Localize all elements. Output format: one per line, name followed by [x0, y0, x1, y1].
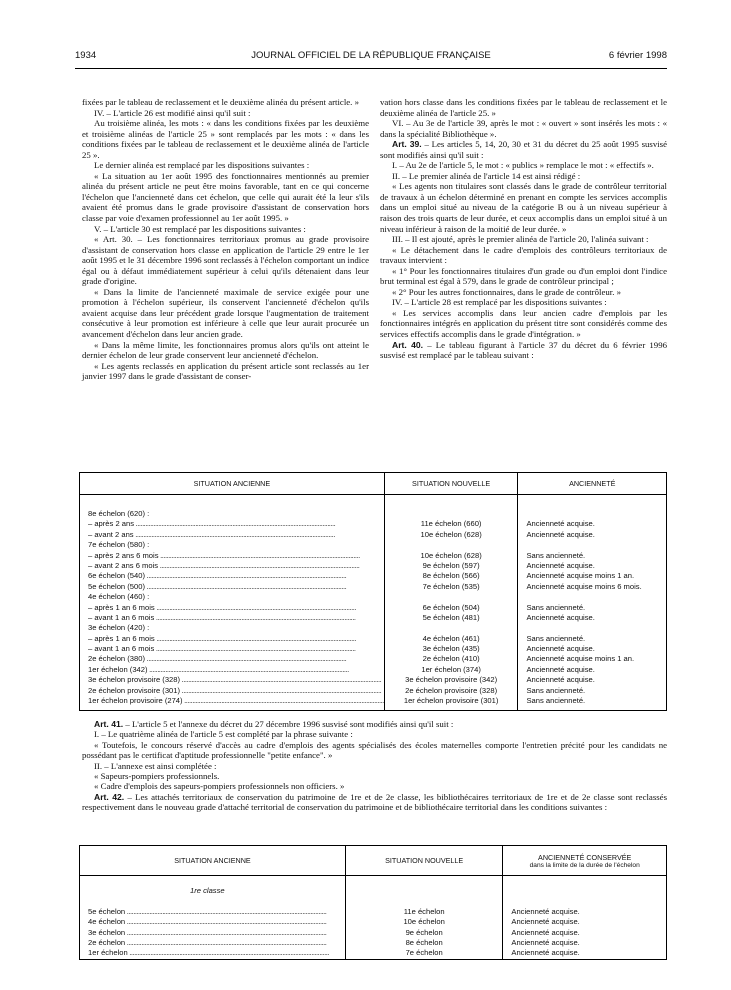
- new-situation: 4e échelon (461): [422, 633, 480, 643]
- article-paragraph: Art. 41. – L'article 5 et l'annexe du décret du 27 décembre 1996 susvisé sont modifiés ainsi qu'il suit :: [94, 719, 454, 729]
- old-situation: 6e échelon (540) .....: [80, 571, 384, 581]
- seniority: Ancienneté acquise.: [526, 644, 595, 654]
- right-column: [380, 97, 667, 361]
- paragraph: vation hors classe dans les conditions fixées par le tableau de reclassement et le deuxième alinéa de l'article 25. »: [380, 97, 667, 118]
- seniority: Sans ancienneté.: [526, 602, 586, 612]
- paragraph: « 1° Pour les fonctionnaires titulaires d'un grade ou d'un emploi dont l'indice brut terminal est égal à 579, dans le grade de contrôleur principal ;: [380, 265, 667, 287]
- paragraph: I. – Le quatrième alinéa de l'article 5 est complété par la phrase suivante :: [94, 729, 353, 740]
- paragraph: « Les agents non titulaires sont classés dans le grade de contrôleur territorial de travaux à un échelon déterminé en prenant en compte les services accomplis dans un emploi situé au niveau de la catégorie B ou à un niveau supérieur à raison des trois quarts de leur durée, et ceux accomplis dans un emploi situé à un niveau inférieur à raison de la moitié de leur durée. »: [380, 181, 667, 234]
- new-situation: [385, 623, 518, 633]
- paragraph: I. – Au 2e de l'article 5, le mot : « publics » remplace le mot : « effectifs ».: [392, 160, 654, 171]
- article-number: Art. 42.: [94, 791, 125, 802]
- column-header: SITUATION ANCIENNE: [80, 473, 385, 495]
- new-situation: 2e échelon provisoire (328): [405, 685, 498, 695]
- seniority: Ancienneté acquise.: [526, 560, 595, 570]
- paragraph: « Dans la limite de l'ancienneté maximale de service exigée pour une promotion à l'échelon supérieur, ils conservent l'ancienneté d'échelon qu'ils avaient acquise dans leur précédent grade lorsque l'augmentation de traitement consécutive à leur promotion est inférieure à celle que leur aurait procurée un avancement d'échelon dans leur ancien grade.: [82, 286, 369, 340]
- old-situation: 1er échelon .....: [80, 948, 345, 958]
- header-rule: [75, 68, 667, 69]
- paragraph: Au troisième alinéa, les mots : « dans les conditions fixées par les deuxième et troisième alinéas de l'article 25 » sont remplacés par les mots : « dans les conditions fixées par le tableau de reclassement et le deuxième alinéa de l'article 25 ».: [82, 118, 369, 160]
- seniority: Sans ancienneté.: [526, 633, 586, 643]
- paragraph: IV. – L'article 28 est remplacé par les dispositions suivantes :: [392, 297, 607, 308]
- old-situation: – après 2 ans .....: [80, 519, 384, 529]
- seniority: Sans ancienneté.: [526, 550, 586, 560]
- new-situation: 9e échelon: [405, 927, 443, 937]
- new-situation: 2e échelon (410): [422, 654, 480, 664]
- old-situation: 7e échelon (580) :: [88, 540, 150, 550]
- issue-date: 6 février 1998: [608, 50, 667, 61]
- column-header: [503, 846, 667, 876]
- paragraph: II. – L'annexe est ainsi complétée :: [94, 760, 217, 771]
- seniority: Ancienneté acquise.: [526, 675, 595, 685]
- bottom-text: [82, 719, 667, 813]
- new-situation-cell: [345, 876, 502, 960]
- new-situation: [385, 540, 518, 550]
- old-situation: – après 1 an 6 mois .....: [80, 603, 384, 613]
- paragraph: « Les agents reclassés en application du présent article sont reclassés au 1er janvier 1997 dans le grade d'assistant de conser-: [82, 360, 369, 382]
- article-number: Art. 41.: [94, 719, 124, 729]
- column-header: SITUATION ANCIENNE: [80, 846, 346, 876]
- old-situation: 4e échelon (460) :: [88, 592, 150, 602]
- paragraph: Le dernier alinéa est remplacé par les dispositions suivantes :: [94, 160, 310, 171]
- new-situation: 11e échelon: [403, 906, 445, 916]
- seniority: [518, 540, 666, 550]
- seniority: Ancienneté acquise moins 1 an.: [526, 654, 635, 664]
- new-situation: 1er échelon provisoire (301): [403, 696, 499, 706]
- paragraph: « Le détachement dans le cadre d'emplois des contrôleurs territoriaux de travaux intervient :: [380, 244, 667, 266]
- left-column: [82, 97, 369, 382]
- seniority: Ancienneté acquise moins 6 mois.: [526, 581, 642, 591]
- new-situation: 1er échelon (374): [421, 664, 481, 674]
- new-situation: 10e échelon (628): [420, 550, 482, 560]
- article-paragraph: Art. 39. – Les articles 5, 14, 20, 30 et 31 du décret du 25 août 1995 susvisé sont modifiés ainsi qu'il suit :: [380, 139, 667, 160]
- seniority: [518, 623, 666, 633]
- new-situation: 5e échelon (481): [422, 612, 480, 622]
- seniority: Sans ancienneté.: [526, 685, 586, 695]
- new-situation: 7e échelon: [405, 948, 443, 958]
- table-reclassement-attaches: [79, 845, 667, 960]
- paragraph: fixées par le tableau de reclassement et le deuxième alinéa du présent article. »: [82, 97, 359, 107]
- column-header: SITUATION NOUVELLE: [384, 473, 518, 495]
- page-number: 1934: [75, 50, 97, 61]
- new-situation: [385, 592, 518, 602]
- new-situation: 10e échelon (628): [420, 529, 482, 539]
- paragraph: « Sapeurs-pompiers professionnels.: [94, 771, 220, 782]
- new-situation: 8e échelon (566): [422, 571, 480, 581]
- column-header: SITUATION NOUVELLE: [345, 846, 502, 876]
- new-situation: 3e échelon (435): [422, 644, 480, 654]
- seniority: Ancienneté acquise.: [526, 612, 595, 622]
- column-header: ANCIENNETÉ: [518, 473, 667, 495]
- old-situation: – avant 1 an 6 mois .....: [80, 613, 384, 623]
- old-situation: 3e échelon .....: [80, 928, 345, 938]
- paragraph: IV. – L'article 26 est modifié ainsi qu'il suit :: [94, 107, 251, 118]
- seniority: Ancienneté acquise.: [511, 948, 580, 958]
- seniority: Ancienneté acquise.: [526, 529, 595, 539]
- seniority: Ancienneté acquise.: [511, 917, 580, 927]
- column-header-title: ANCIENNETÉ CONSERVÉE: [538, 852, 632, 862]
- article-number: Art. 39.: [392, 139, 422, 150]
- old-situation: 2e échelon (380) .....: [80, 654, 384, 664]
- column-header-subtitle: dans la limite de la durée de l'échelon: [529, 861, 640, 869]
- paragraph: « Toutefois, le concours réservé d'accès au cadre d'emplois des agents spécialisés des écoles maternelles comporte l'entretien précité pour les candidats ne possédant pas le certificat d'aptitude professionnelle "petite enfance". »: [82, 739, 667, 761]
- seniority: Ancienneté acquise.: [511, 937, 580, 947]
- article-number: Art. 40.: [392, 339, 424, 350]
- old-situation: 5e échelon (500) .....: [80, 582, 384, 592]
- old-situation: 2e échelon provisoire (301) .....: [80, 686, 384, 696]
- old-situation: 2e échelon .....: [80, 938, 345, 948]
- new-situation: 9e échelon (597): [422, 560, 480, 570]
- old-situation: – avant 2 ans 6 mois .....: [80, 561, 384, 571]
- paragraph: « Les services accomplis dans leur ancien cadre d'emplois par les fonctionnaires intégrés en application du présent titre sont considérés comme des services effectifs accomplis dans le grade d'intégration. »: [380, 307, 667, 340]
- page-header: [75, 50, 667, 66]
- paragraph: VI. – Au 3e de l'article 39, après le mot : « ouvert » sont insérés les mots : « dans la spécialité Bibliothèque ».: [380, 118, 667, 139]
- old-situation: 4e échelon .....: [80, 917, 345, 927]
- old-situation: 3e échelon (420) :: [88, 623, 150, 633]
- seniority: [518, 592, 666, 602]
- seniority: Ancienneté acquise.: [511, 927, 580, 937]
- paragraph: III. – Il est ajouté, après le premier alinéa de l'article 20, l'alinéa suivant :: [392, 234, 649, 245]
- article-paragraph: Art. 42. – Les attachés territoriaux de conservation du patrimoine de 1re et de 2e classe, les bibliothécaires territoriaux de 1re et de 2e classe sont reclassés respectivement dans le nouveau grade d'attaché territorial de conservation du patrimoine et de bibliothécaire territorial dans les conditions suivantes :: [82, 791, 668, 813]
- paragraph: « 2° Pour les autres fonctionnaires, dans le grade de contrôleur. »: [392, 286, 621, 297]
- new-situation: [385, 509, 518, 519]
- seniority: [518, 509, 666, 519]
- paragraph: « Cadre d'emplois des sapeurs-pompiers professionnels non officiers. »: [94, 781, 345, 792]
- new-situation: 7e échelon (535): [422, 581, 480, 591]
- journal-title: JOURNAL OFFICIEL DE LA RÉPUBLIQUE FRANÇAISE: [251, 50, 491, 61]
- old-situation-cell: [80, 876, 346, 960]
- old-situation: 1er échelon (342) .....: [80, 665, 384, 675]
- old-situation: – après 1 an 6 mois .....: [80, 634, 384, 644]
- paragraph: « Dans la même limite, les fonctionnaires promus alors qu'ils ont atteint le dernier échelon de leur grade conservent leur ancienneté d'échelon.: [82, 339, 369, 361]
- new-situation: 10e échelon: [403, 917, 445, 927]
- section-label: 1re classe: [190, 886, 225, 895]
- seniority-cell: [518, 495, 667, 711]
- seniority: Ancienneté acquise moins 1 an.: [526, 571, 635, 581]
- article-paragraph: Art. 40. – Le tableau figurant à l'article 37 du décret du 6 février 1996 susvisé est remplacé par le tableau suivant :: [380, 339, 667, 361]
- old-situation: – après 2 ans 6 mois .....: [80, 551, 384, 561]
- new-situation: 8e échelon: [405, 937, 443, 947]
- paragraph: « Art. 30. – Les fonctionnaires territoriaux promus au grade provisoire d'assistant de conservation hors classe en application de l'article 29 entre le 1er août 1995 et le 31 décembre 1996 sont reclassés à l'échelon comportant un indice égal ou à défaut immédiatement supérieur à celui qu'ils détenaient dans leur grade d'origine.: [82, 234, 369, 287]
- old-situation-cell: [80, 495, 385, 711]
- seniority: Ancienneté acquise.: [526, 519, 595, 529]
- seniority: Sans ancienneté.: [526, 696, 586, 706]
- old-situation: 5e échelon .....: [80, 907, 345, 917]
- old-situation: 8e échelon (620) :: [88, 509, 150, 518]
- old-situation: – avant 2 ans .....: [80, 530, 384, 540]
- old-situation: – avant 1 an 6 mois .....: [80, 644, 384, 654]
- seniority: Ancienneté acquise.: [526, 664, 595, 674]
- old-situation: 1er échelon provisoire (274) .....: [80, 696, 384, 706]
- new-situation: 3e échelon provisoire (342): [405, 675, 498, 685]
- paragraph: II. – Le premier alinéa de l'article 14 est ainsi rédigé :: [392, 170, 581, 181]
- new-situation-cell: [384, 495, 518, 711]
- seniority: Ancienneté acquise.: [511, 906, 580, 916]
- new-situation: 6e échelon (504): [422, 602, 480, 612]
- table-reclassement-controleurs: [79, 472, 667, 711]
- paragraph: « La situation au 1er août 1995 des fonctionnaires mentionnés au premier alinéa du présent article ne peut être moins favorable, tant en ce qui concerne l'échelon que l'ancienneté dans cet échelon, que celle qui aurait été la leur s'ils avaient été promus dans le grade provisoire d'assistant de conservation hors classe par voie d'examen professionnel au 1er août 1995. »: [82, 170, 369, 224]
- paragraph: V. – L'article 30 est remplacé par les dispositions suivantes :: [94, 223, 306, 234]
- new-situation: 11e échelon (660): [420, 519, 482, 529]
- old-situation: 3e échelon provisoire (328) .....: [80, 675, 384, 685]
- seniority-cell: [503, 876, 667, 960]
